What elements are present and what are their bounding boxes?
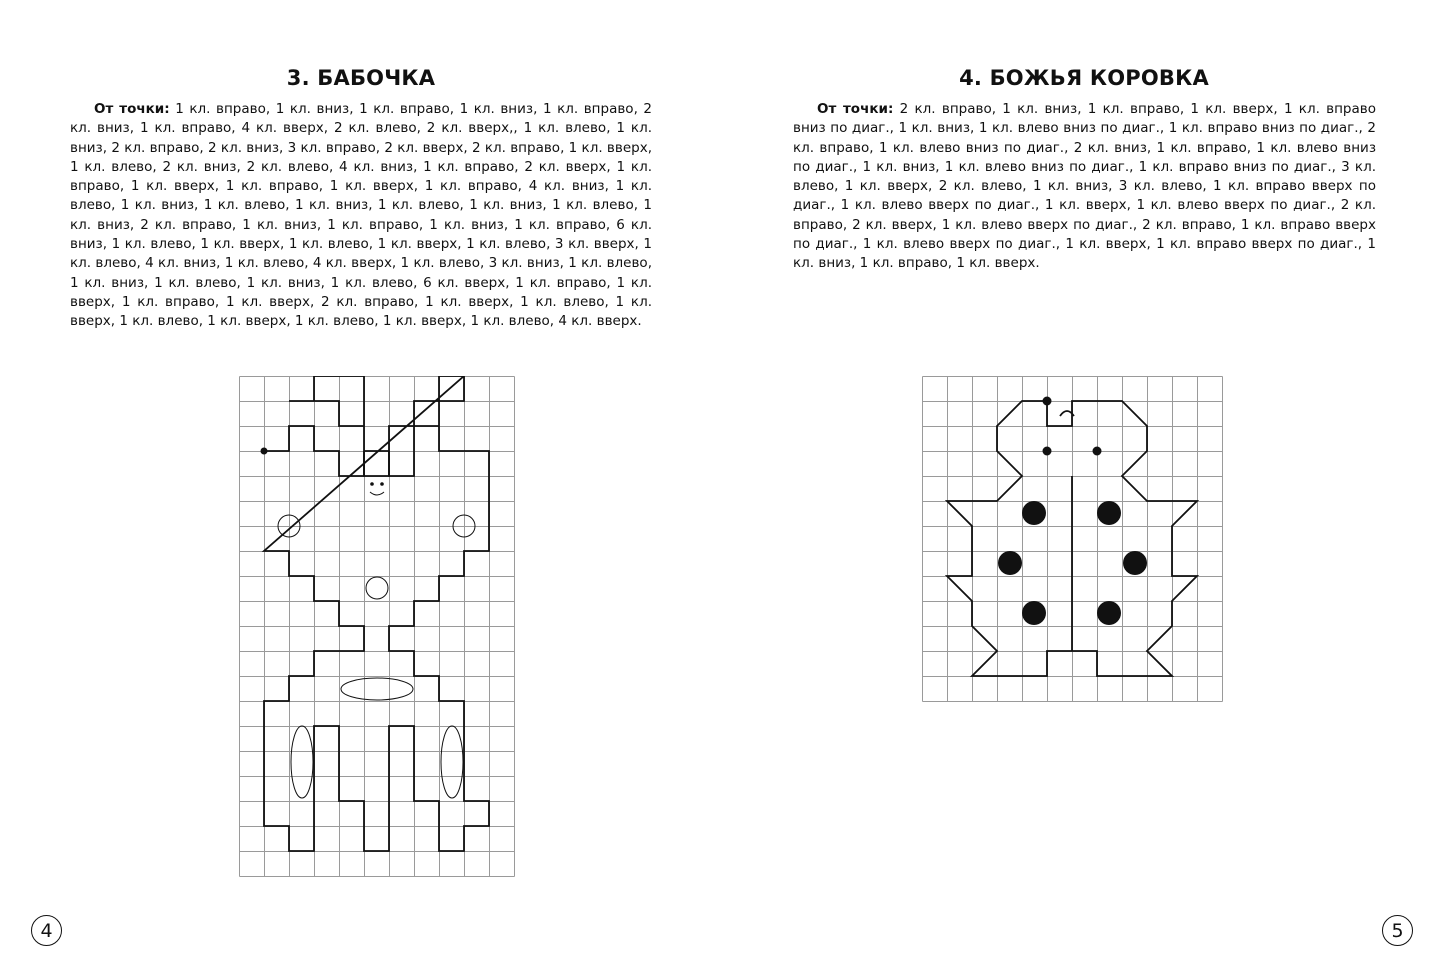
butterfly-figure [239, 376, 515, 877]
butterfly-outline [264, 376, 489, 851]
ladybug-figure [922, 376, 1223, 702]
instructions-text [70, 100, 652, 332]
instructions-text [793, 100, 1376, 274]
page-number: 4 [31, 915, 62, 946]
page-title: 3. БАБОЧКА [286, 66, 436, 90]
instructions-body: 1 кл. вправо, 1 кл. вниз, 1 кл. вправо, 1 кл. вниз, 1 кл. вправо, 2 кл. вниз, 1 кл. вправо, 4 кл. вверх, 2 кл. влево, 2 кл. вверх,, 1 кл. влево, 1 кл. вниз, 2 кл. вправо, 2 кл. вниз, 3 кл. вправо, 2 кл. вверх, 2 кл. вправо, 1 кл. вверх, 1 кл. влево, 2 кл. вниз, 2 кл. влево, 4 кл. вниз, 1 кл. вправо, 2 кл. вверх, 1 кл. вправо, 1 кл. вверх, 1 кл. вправо, 1 кл. вверх, 1 кл. вправо, 4 кл. вниз, 1 кл. влево, 1 кл. вниз, 1 кл. влево, 1 кл. вниз, 1 кл. влево, 1 кл. вниз, 1 кл. влево, 1 кл. вниз, 2 кл. вправо, 1 кл. вниз, 1 кл. вправо, 1 кл. вниз, 1 кл. вправо, 6 кл. вниз, 1 кл. влево, 1 кл. вверх, 1 кл. влево, 1 кл. вверх, 1 кл. влево, 3 кл. вверх, 1 кл. влево, 4 кл. вниз, 1 кл. влево, 4 кл. вверх, 1 кл. влево, 3 кл. вниз, 1 кл. влево, 1 кл. вниз, 1 кл. влево, 1 кл. вниз, 1 кл. влево, 6 кл. вверх, 1 кл. вправо, 1 кл. вверх, 1 кл. вправо, 1 кл. вверх, 2 кл. вправо, 1 кл. вверх, 1 кл. влево, 1 кл. вверх, 1 кл. влево, 1 кл. вверх, 1 кл. влево, 1 кл. вверх, 1 кл. влево, 4 кл. вверх. [70, 101, 653, 330]
butterfly-details [278, 492, 475, 798]
instructions-lead: От точки: [817, 101, 894, 117]
start-dot [261, 448, 268, 455]
left-page [0, 0, 722, 972]
page-number: 5 [1382, 915, 1413, 946]
right-page [722, 0, 1445, 972]
instructions-lead: От точки: [94, 101, 170, 117]
page-title: 4. БОЖЬЯ КОРОВКА [959, 66, 1209, 90]
instructions-body: 2 кл. вправо, 1 кл. вниз, 1 кл. вправо, 1 кл. вверх, 1 кл. вправо вниз по диаг., 1 кл. вниз, 1 кл. влево вниз по диаг., 1 кл. вправо вниз по диаг., 2 кл. вправо, 1 кл. влево вниз по диаг., 2 кл. вниз, 1 кл. вправо, 1 кл. влево вниз по диаг., 1 кл. вниз, 1 кл. влево вниз по диаг., 1 кл. вправо вниз по диаг., 3 кл. влево, 1 кл. вверх, 2 кл. влево, 1 кл. вниз, 3 кл. влево, 1 кл. вправо вверх по диаг., 1 кл. влево вверх по диаг., 1 кл. вверх, 1 кл. влево вверх по диаг., 2 кл. вправо, 2 кл. вверх, 1 кл. влево вверх по диаг., 2 кл. вправо, 1 кл. вправо вверх по диаг., 1 кл. влево вверх по диаг., 1 кл. вверх, 1 кл. вправо вверх по диаг., 1 кл. вниз, 1 кл. вправо, 1 кл. вверх. [793, 101, 1376, 272]
ladybug-grid [922, 376, 1223, 702]
butterfly-grid [239, 376, 515, 877]
